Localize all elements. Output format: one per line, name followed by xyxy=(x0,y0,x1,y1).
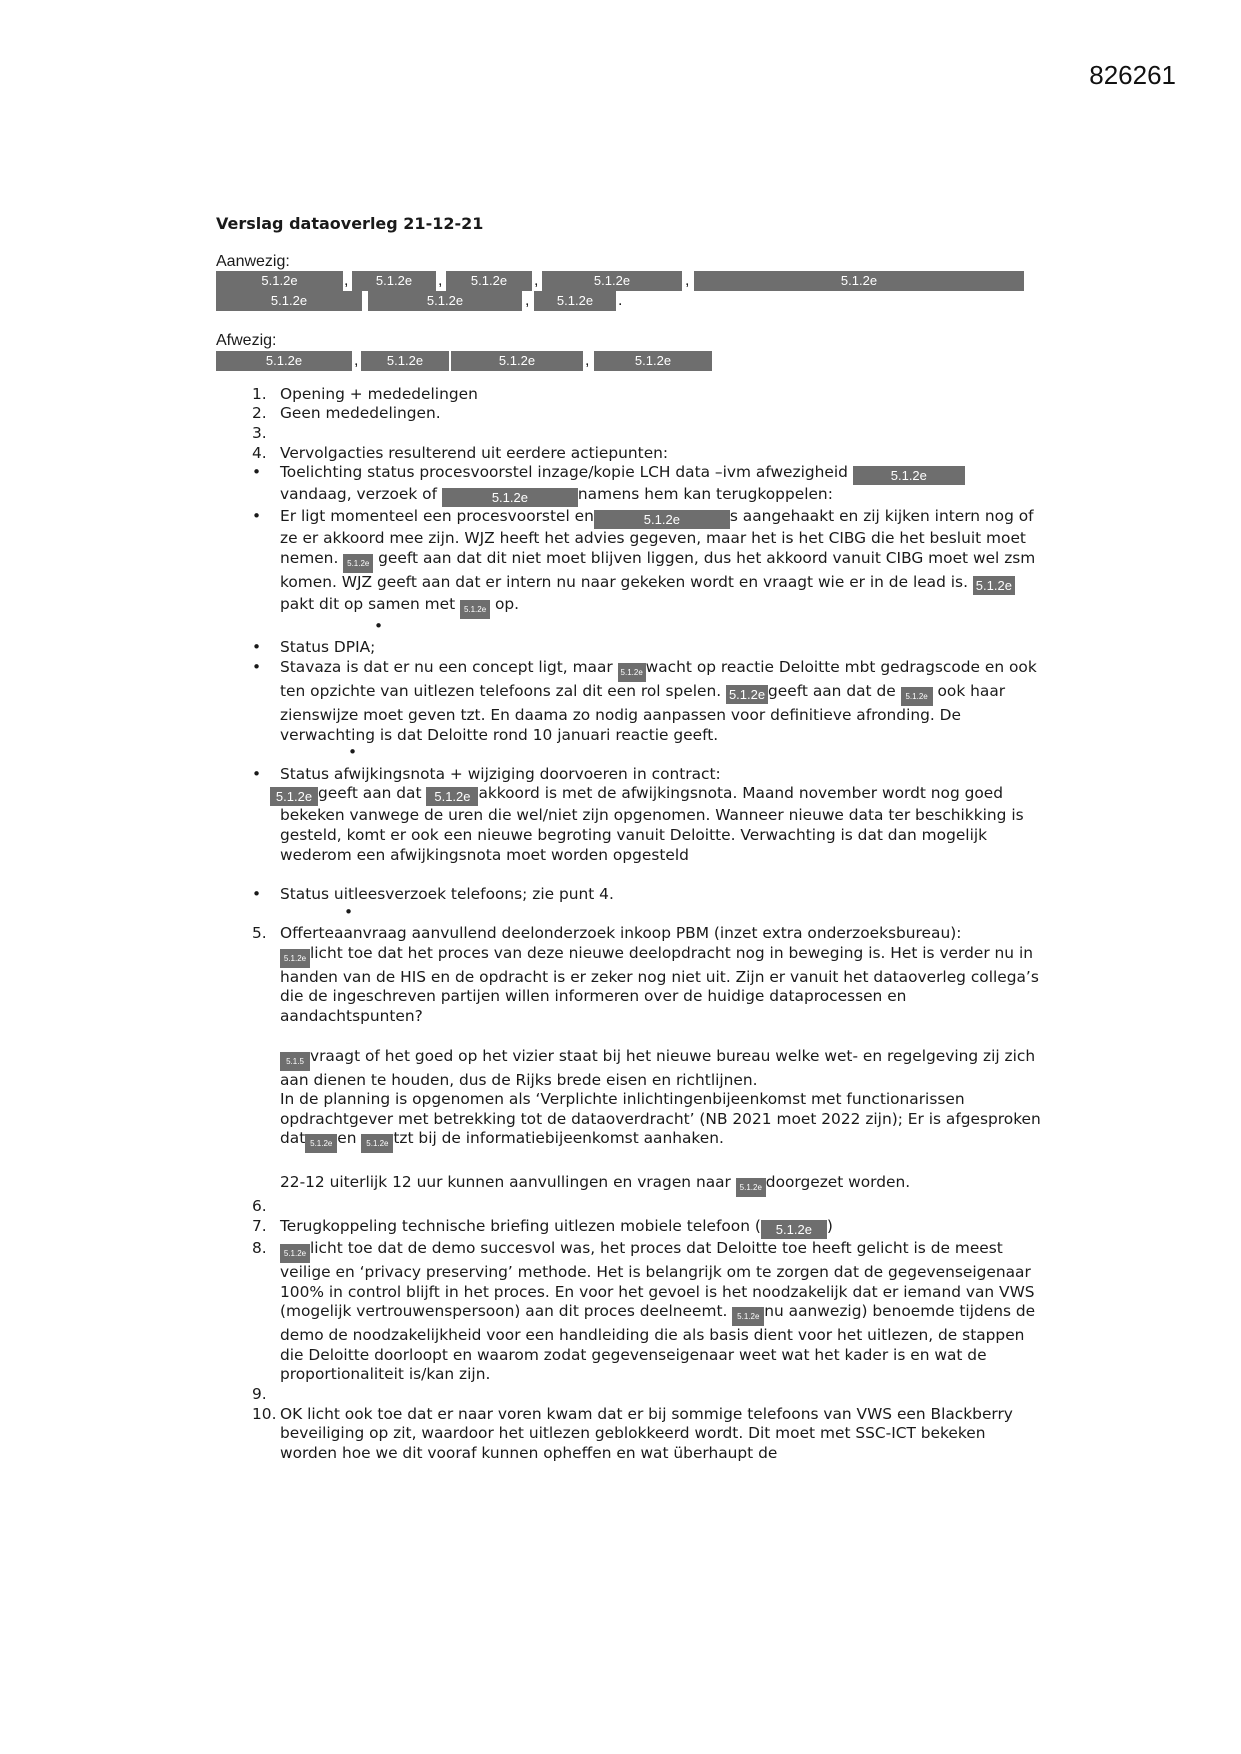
bullet-item xyxy=(216,765,1046,865)
item-text: Status uitleesverzoek telefoons; zie punt 4. xyxy=(280,885,614,904)
redaction-box: 5.1.2e xyxy=(460,600,490,619)
redaction-box: 5.1.2e xyxy=(368,291,522,311)
agenda-item-4 xyxy=(216,444,1046,464)
document-title: Verslag dataoverleg 21-12-21 xyxy=(216,214,484,233)
item-text: Opening + mededelingen xyxy=(280,384,478,403)
item-text: s aangehaakt en zij kijken intern nog of ze er akkoord mee zijn. WJZ heeft het advies gegeven, maar het is het CIBG die het besluit moet nemen. xyxy=(280,507,1034,567)
bullet: • xyxy=(344,902,354,921)
item-text: geeft aan dat de xyxy=(768,681,896,700)
redaction-box: 5.1.2e xyxy=(901,687,933,706)
redaction-box: 5.1.2e xyxy=(726,685,768,704)
agenda-item-7 xyxy=(216,1217,1046,1239)
item-number: 3. xyxy=(252,423,267,442)
bullet: • xyxy=(374,616,384,635)
redaction-box: 5.1.2e xyxy=(305,1134,337,1153)
bullet-item xyxy=(216,638,1046,658)
spacer xyxy=(216,1027,1046,1047)
item-number: 8. xyxy=(252,1239,267,1258)
bullet: • xyxy=(252,657,262,676)
spacer xyxy=(216,1153,1046,1173)
agenda-item-1 xyxy=(216,385,1046,405)
item-text: licht toe dat het proces van deze nieuwe deelopdracht nog in beweging is. Het is verder nu in handen van de HIS en de opdracht is er zeker nog niet uit. Zijn er vanuit het dataoverleg collega’s die de ingeschreven partijen willen informeren over de huidige dataprocessen en aandachtspunten? xyxy=(280,943,1039,1026)
agenda-item-5 xyxy=(216,924,1046,1026)
bullet: • xyxy=(252,638,262,657)
item-text: ) xyxy=(826,1217,833,1236)
item-text: 22-12 uiterlijk 12 uur kunnen aanvullingen en vragen naar xyxy=(280,1173,731,1192)
stray-bullet xyxy=(216,745,1046,765)
item-text: pakt dit op samen met xyxy=(280,594,456,613)
redaction-box: 5.1.2e xyxy=(280,1244,310,1263)
item-text: Er ligt momenteel een procesvoorstel en xyxy=(280,507,594,526)
redaction-box: 5.1.2e xyxy=(216,271,343,291)
redaction-box: 5.1.2e xyxy=(618,663,646,682)
attendees-row-2 xyxy=(216,291,1046,311)
redaction-box: 5.1.2e xyxy=(361,351,449,371)
absent-row xyxy=(216,351,1046,371)
absent-label: Afwezig: xyxy=(216,332,277,350)
agenda-item-3 xyxy=(216,424,1046,444)
redaction-box: 5.1.2e xyxy=(594,510,730,529)
bullet: • xyxy=(252,885,262,904)
item-text: vraagt of het goed op het vizier staat bij het nieuwe bureau welke wet- en regelgeving zij zich aan dienen te houden, dus de Rijks brede eisen en richtlijnen. xyxy=(280,1046,1036,1089)
redaction-box: 5.1.2e xyxy=(216,291,362,311)
redaction-box: 5.1.2e xyxy=(973,576,1015,595)
item-text: Offerteaanvraag aanvullend deelonderzoek inkoop PBM (inzet extra onderzoeksbureau): xyxy=(280,924,962,943)
redaction-box: 5.1.2e xyxy=(270,787,318,806)
item-text: doorgezet worden. xyxy=(765,1173,911,1192)
item-text: Toelichting status procesvoorstel inzage/kopie LCH data –ivm afwezigheid xyxy=(280,463,848,482)
bullet-item xyxy=(216,658,1046,745)
item-number: 10. xyxy=(252,1404,277,1423)
item-text: vandaag, verzoek of xyxy=(280,485,437,504)
separator: . xyxy=(618,292,623,310)
redaction-box: 5.1.5 xyxy=(280,1052,310,1071)
bullet: • xyxy=(348,743,358,762)
redaction-box: 5.1.2e xyxy=(761,1220,827,1239)
item-text: licht toe dat de demo succesvol was, het proces dat Deloitte toe heeft gelicht is de meest veilige en ‘privacy preserving’ methode. Het is belangrijk om te zorgen dat de gegevenseigenaar 100% in control blijft in het proces. En voor het gevoel is het noodzakelijk dat er iemand van VWS (mogelijk vertrouwenspersoon) aan dit proces deelneemt. xyxy=(280,1239,1035,1321)
stray-bullet xyxy=(216,902,1046,925)
item-text: Geen mededelingen. xyxy=(280,404,441,423)
item-text: nu aanwezig) benoemde tijdens de demo de noodzakelijkheid voor een handleiding die als basis dient voor het uitlezen, de stappen die Deloitte doorloopt en waarom zodat gegevenseigenaar weet wat het kader is en wat de proportionaliteit is/kan zijn. xyxy=(280,1302,1036,1384)
redaction-box: 5.1.2e xyxy=(451,351,583,371)
document-number: 826261 xyxy=(1089,60,1176,90)
item-text: geeft aan dat dit niet moet blijven liggen, dus het akkoord vanuit CIBG moet wel zsm komen. WJZ geeft aan dat er intern nu naar gekeken wordt en vraagt wie er in de lead is. xyxy=(280,548,1036,591)
redaction-box: 5.1.2e xyxy=(343,554,373,573)
separator: , xyxy=(585,351,590,369)
separator: , xyxy=(344,272,349,290)
item-number: 2. xyxy=(252,404,267,423)
agenda-item-5-paragraph xyxy=(216,1047,1046,1154)
spacer xyxy=(216,865,1046,885)
redaction-box: 5.1.2e xyxy=(426,787,478,806)
redaction-box: 5.1.2e xyxy=(352,271,436,291)
agenda-item-2 xyxy=(216,404,1046,424)
redaction-box: 5.1.2e xyxy=(280,949,310,968)
item-text: OK licht ook toe dat er naar voren kwam dat er bij sommige telefoons van VWS een Blackberry beveiliging op zit, waardoor het uitlezen geblokkeerd wordt. Dit moet met SSC-ICT bekeken worden hoe we dit vooraf kunnen opheffen en wat überhaupt de xyxy=(280,1404,1013,1462)
item-text: geeft aan dat xyxy=(318,784,422,803)
agenda-item-9 xyxy=(216,1385,1046,1405)
item-text: Status DPIA; xyxy=(280,638,376,657)
item-number: 7. xyxy=(252,1217,267,1236)
redaction-box: 5.1.2e xyxy=(853,466,965,485)
attendees-row-1 xyxy=(216,271,1046,291)
redaction-box: 5.1.2e xyxy=(736,1178,766,1197)
item-text: ook haar zienswijze moet geven tzt. En daama zo nodig aanpassen voor definitieve afronding. De verwachting is dat Deloitte rond 10 januari reactie geeft. xyxy=(280,681,1006,744)
bullet: • xyxy=(252,764,262,783)
item-text: In de planning is opgenomen als ‘Verplichte inlichtingenbijeenkomst met functionarissen opdrachtgever met betrekking tot de dataoverdracht’ (NB 2021 moet 2022 zijn); Er is afgesproken dat xyxy=(280,1090,1041,1148)
bullet-item xyxy=(216,507,1046,619)
item-text: Stavaza is dat er nu een concept ligt, maar xyxy=(280,657,613,676)
redaction-box: 5.1.2e xyxy=(216,351,352,371)
separator: , xyxy=(354,351,359,369)
item-number: 9. xyxy=(252,1385,267,1403)
item-number: 6. xyxy=(252,1197,267,1216)
agenda-item-10 xyxy=(216,1405,1046,1464)
item-number: 4. xyxy=(252,443,267,462)
item-text: tzt bij de informatiebijeenkomst aanhaken. xyxy=(393,1129,724,1148)
document-body xyxy=(216,214,1046,1463)
item-text: op. xyxy=(494,594,520,613)
redaction-box: 5.1.2e xyxy=(694,271,1024,291)
item-text: wacht op reactie Deloitte mbt gedragscode en ook ten opzichte van uitlezen telefoons zal dit een rol spelen. xyxy=(280,657,1037,700)
item-text: Vervolgacties resulterend uit eerdere actiepunten: xyxy=(280,443,669,462)
item-text: Status afwijkingsnota + wijziging doorvoeren in contract: xyxy=(280,764,721,783)
bullet: • xyxy=(252,463,262,482)
separator: , xyxy=(685,272,690,290)
redaction-box: 5.1.2e xyxy=(361,1134,393,1153)
redaction-box: 5.1.2e xyxy=(534,291,616,311)
separator: , xyxy=(525,292,530,310)
redaction-box: 5.1.2e xyxy=(442,488,578,507)
separator: , xyxy=(438,272,443,290)
separator: , xyxy=(534,272,539,290)
bullet-item xyxy=(216,885,1046,905)
stray-bullet xyxy=(216,616,1046,639)
item-text: namens hem kan terugkoppelen: xyxy=(577,485,833,504)
bullet: • xyxy=(252,507,262,526)
item-text: Terugkoppeling technische briefing uitlezen mobiele telefoon ( xyxy=(280,1217,761,1236)
item-number: 5. xyxy=(252,924,267,943)
agenda-item-6 xyxy=(216,1197,1046,1217)
item-text: akkoord is met de afwijkingsnota. Maand november wordt nog goed bekeken vanwege de uren die wel/niet zijn opgenomen. Wanneer nieuwe data ter beschikking is gesteld, komt er ook een nieuwe begroting vanuit Deloitte. Verwachting is dat dan mogelijk wederom een afwijkingsnota moet worden opgesteld xyxy=(280,784,1024,864)
bullet-item xyxy=(216,463,1046,507)
redaction-box: 5.1.2e xyxy=(594,351,712,371)
agenda-item-5-deadline xyxy=(216,1173,1046,1197)
redaction-box: 5.1.2e xyxy=(732,1307,764,1326)
item-text: en xyxy=(337,1129,357,1148)
redaction-box: 5.1.2e xyxy=(542,271,682,291)
attendees-label: Aanwezig: xyxy=(216,252,290,270)
redaction-box: 5.1.2e xyxy=(446,271,532,291)
agenda-item-8 xyxy=(216,1239,1046,1385)
item-number: 1. xyxy=(252,384,267,403)
